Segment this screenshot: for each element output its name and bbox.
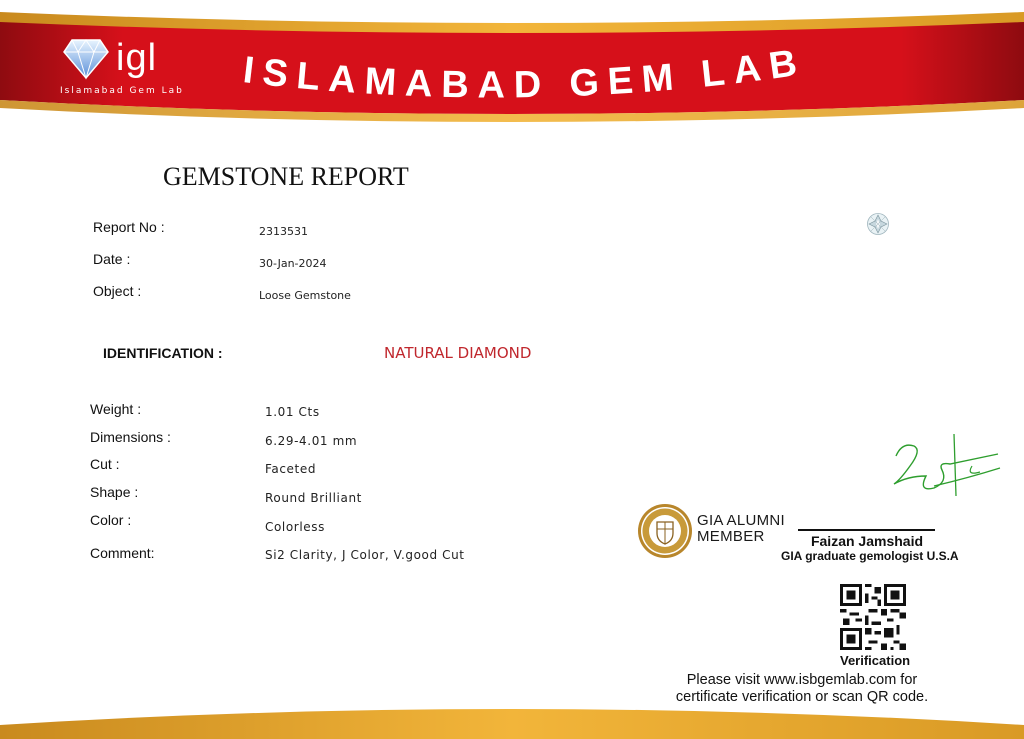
cut-value: Faceted bbox=[265, 462, 317, 476]
diamond-logo-icon bbox=[62, 36, 110, 80]
verification-line1: Please visit www.isbgemlab.com for bbox=[686, 672, 918, 688]
signature-icon bbox=[888, 432, 1004, 504]
date-value: 30-Jan-2024 bbox=[259, 257, 327, 270]
signatory-title: GIA graduate gemologist U.S.A bbox=[781, 549, 959, 563]
identification-value: NATURAL DIAMOND bbox=[384, 344, 532, 362]
comment-label: Comment: bbox=[90, 545, 155, 561]
object-value: Loose Gemstone bbox=[259, 289, 351, 302]
gia-alumni-text bbox=[697, 513, 785, 545]
date-label: Date : bbox=[93, 251, 131, 267]
qr-code-icon[interactable] bbox=[840, 584, 906, 650]
signature-line bbox=[798, 529, 935, 531]
svg-text:ISLAMABAD GEM LAB bbox=[241, 44, 808, 106]
logo-wordmark: igl bbox=[116, 37, 158, 79]
diamond-photo-icon bbox=[866, 212, 890, 236]
logo-subtext: Islamabad Gem Lab bbox=[60, 86, 184, 96]
report-no-label: Report No : bbox=[93, 219, 165, 235]
report-no-value: 2313531 bbox=[259, 225, 308, 238]
lab-name-title bbox=[236, 44, 836, 124]
weight-label: Weight : bbox=[90, 401, 142, 417]
verification-line2: certificate verification or scan QR code. bbox=[675, 689, 929, 705]
dimensions-label: Dimensions : bbox=[90, 429, 171, 445]
dimensions-value: 6.29-4.01 mm bbox=[265, 434, 358, 448]
object-label: Object : bbox=[93, 283, 142, 299]
color-value: Colorless bbox=[265, 520, 325, 534]
gia-line2: MEMBER bbox=[697, 528, 765, 545]
weight-value: 1.01 Cts bbox=[265, 405, 320, 419]
lab-name-text: ISLAMABAD GEM LAB bbox=[240, 44, 809, 107]
igl-logo bbox=[62, 36, 202, 106]
gia-seal-icon bbox=[637, 503, 693, 559]
gia-line1: GIA ALUMNI bbox=[697, 512, 786, 529]
cut-label: Cut : bbox=[90, 456, 120, 472]
verification-label: Verification bbox=[840, 653, 911, 668]
report-title: GEMSTONE REPORT bbox=[163, 162, 409, 191]
identification-label: IDENTIFICATION : bbox=[103, 345, 223, 361]
signatory-name: Faizan Jamshaid bbox=[810, 533, 924, 549]
footer-ribbon bbox=[0, 699, 1024, 739]
comment-value: Si2 Clarity, J Color, V.good Cut bbox=[265, 548, 465, 562]
shape-label: Shape : bbox=[90, 484, 139, 500]
color-label: Color : bbox=[90, 512, 132, 528]
shape-value: Round Brilliant bbox=[265, 491, 362, 505]
